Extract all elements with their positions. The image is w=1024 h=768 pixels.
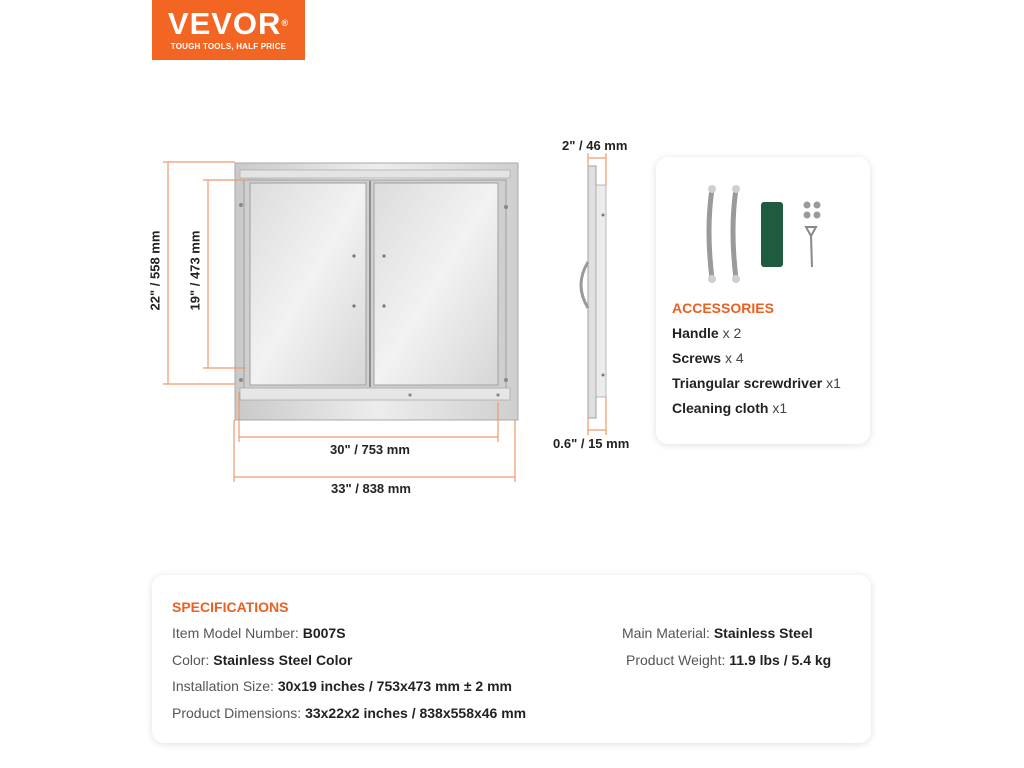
spec-color: Color: Stainless Steel Color — [172, 652, 353, 668]
accessories-title: ACCESSORIES — [672, 300, 774, 316]
specifications-title: SPECIFICATIONS — [172, 599, 289, 615]
flange-label: 0.6" / 15 mm — [553, 436, 630, 451]
logo-brand: VEVOR — [167, 6, 282, 41]
cleaning-cloth-icon — [761, 202, 783, 267]
accessory-item: Handle x 2 — [672, 325, 742, 341]
side-view — [581, 166, 606, 418]
spec-model-number: Item Model Number: B007S — [172, 625, 346, 641]
right-door — [374, 183, 498, 385]
depth-label: 2" / 46 mm — [562, 138, 628, 153]
outer-width-label: 33" / 838 mm — [331, 481, 411, 496]
accessories-image — [656, 157, 870, 287]
outer-height-label: 22" / 558 mm — [147, 230, 163, 311]
front-view — [235, 163, 518, 420]
spec-product-weight: Product Weight: 11.9 lbs / 5.4 kg — [626, 652, 832, 668]
logo-registered-mark: ® — [281, 18, 290, 28]
triangular-screwdriver-icon — [806, 227, 816, 267]
left-door — [250, 183, 366, 385]
vevor-logo — [152, 0, 305, 60]
dimension-lines — [163, 153, 606, 482]
handle-icon — [709, 189, 736, 279]
spec-installation-size: Installation Size: 30x19 inches / 753x473 mm ± 2 mm — [172, 678, 513, 694]
accessory-item: Triangular screwdriver x1 — [672, 375, 841, 391]
logo-tagline: TOUGH TOOLS, HALF PRICE — [170, 42, 287, 51]
spec-main-material: Main Material: Stainless Steel — [622, 625, 813, 641]
inner-width-label: 30" / 753 mm — [330, 442, 410, 457]
spec-product-dimensions: Product Dimensions: 33x22x2 inches / 838x558x46 mm — [172, 705, 527, 721]
screw-icon — [804, 202, 821, 219]
accessory-item: Screws x 4 — [672, 350, 744, 366]
inner-height-label: 19" / 473 mm — [187, 230, 203, 311]
accessories-card — [656, 157, 870, 444]
accessory-item: Cleaning cloth x1 — [672, 400, 788, 416]
specifications-card — [152, 575, 871, 743]
